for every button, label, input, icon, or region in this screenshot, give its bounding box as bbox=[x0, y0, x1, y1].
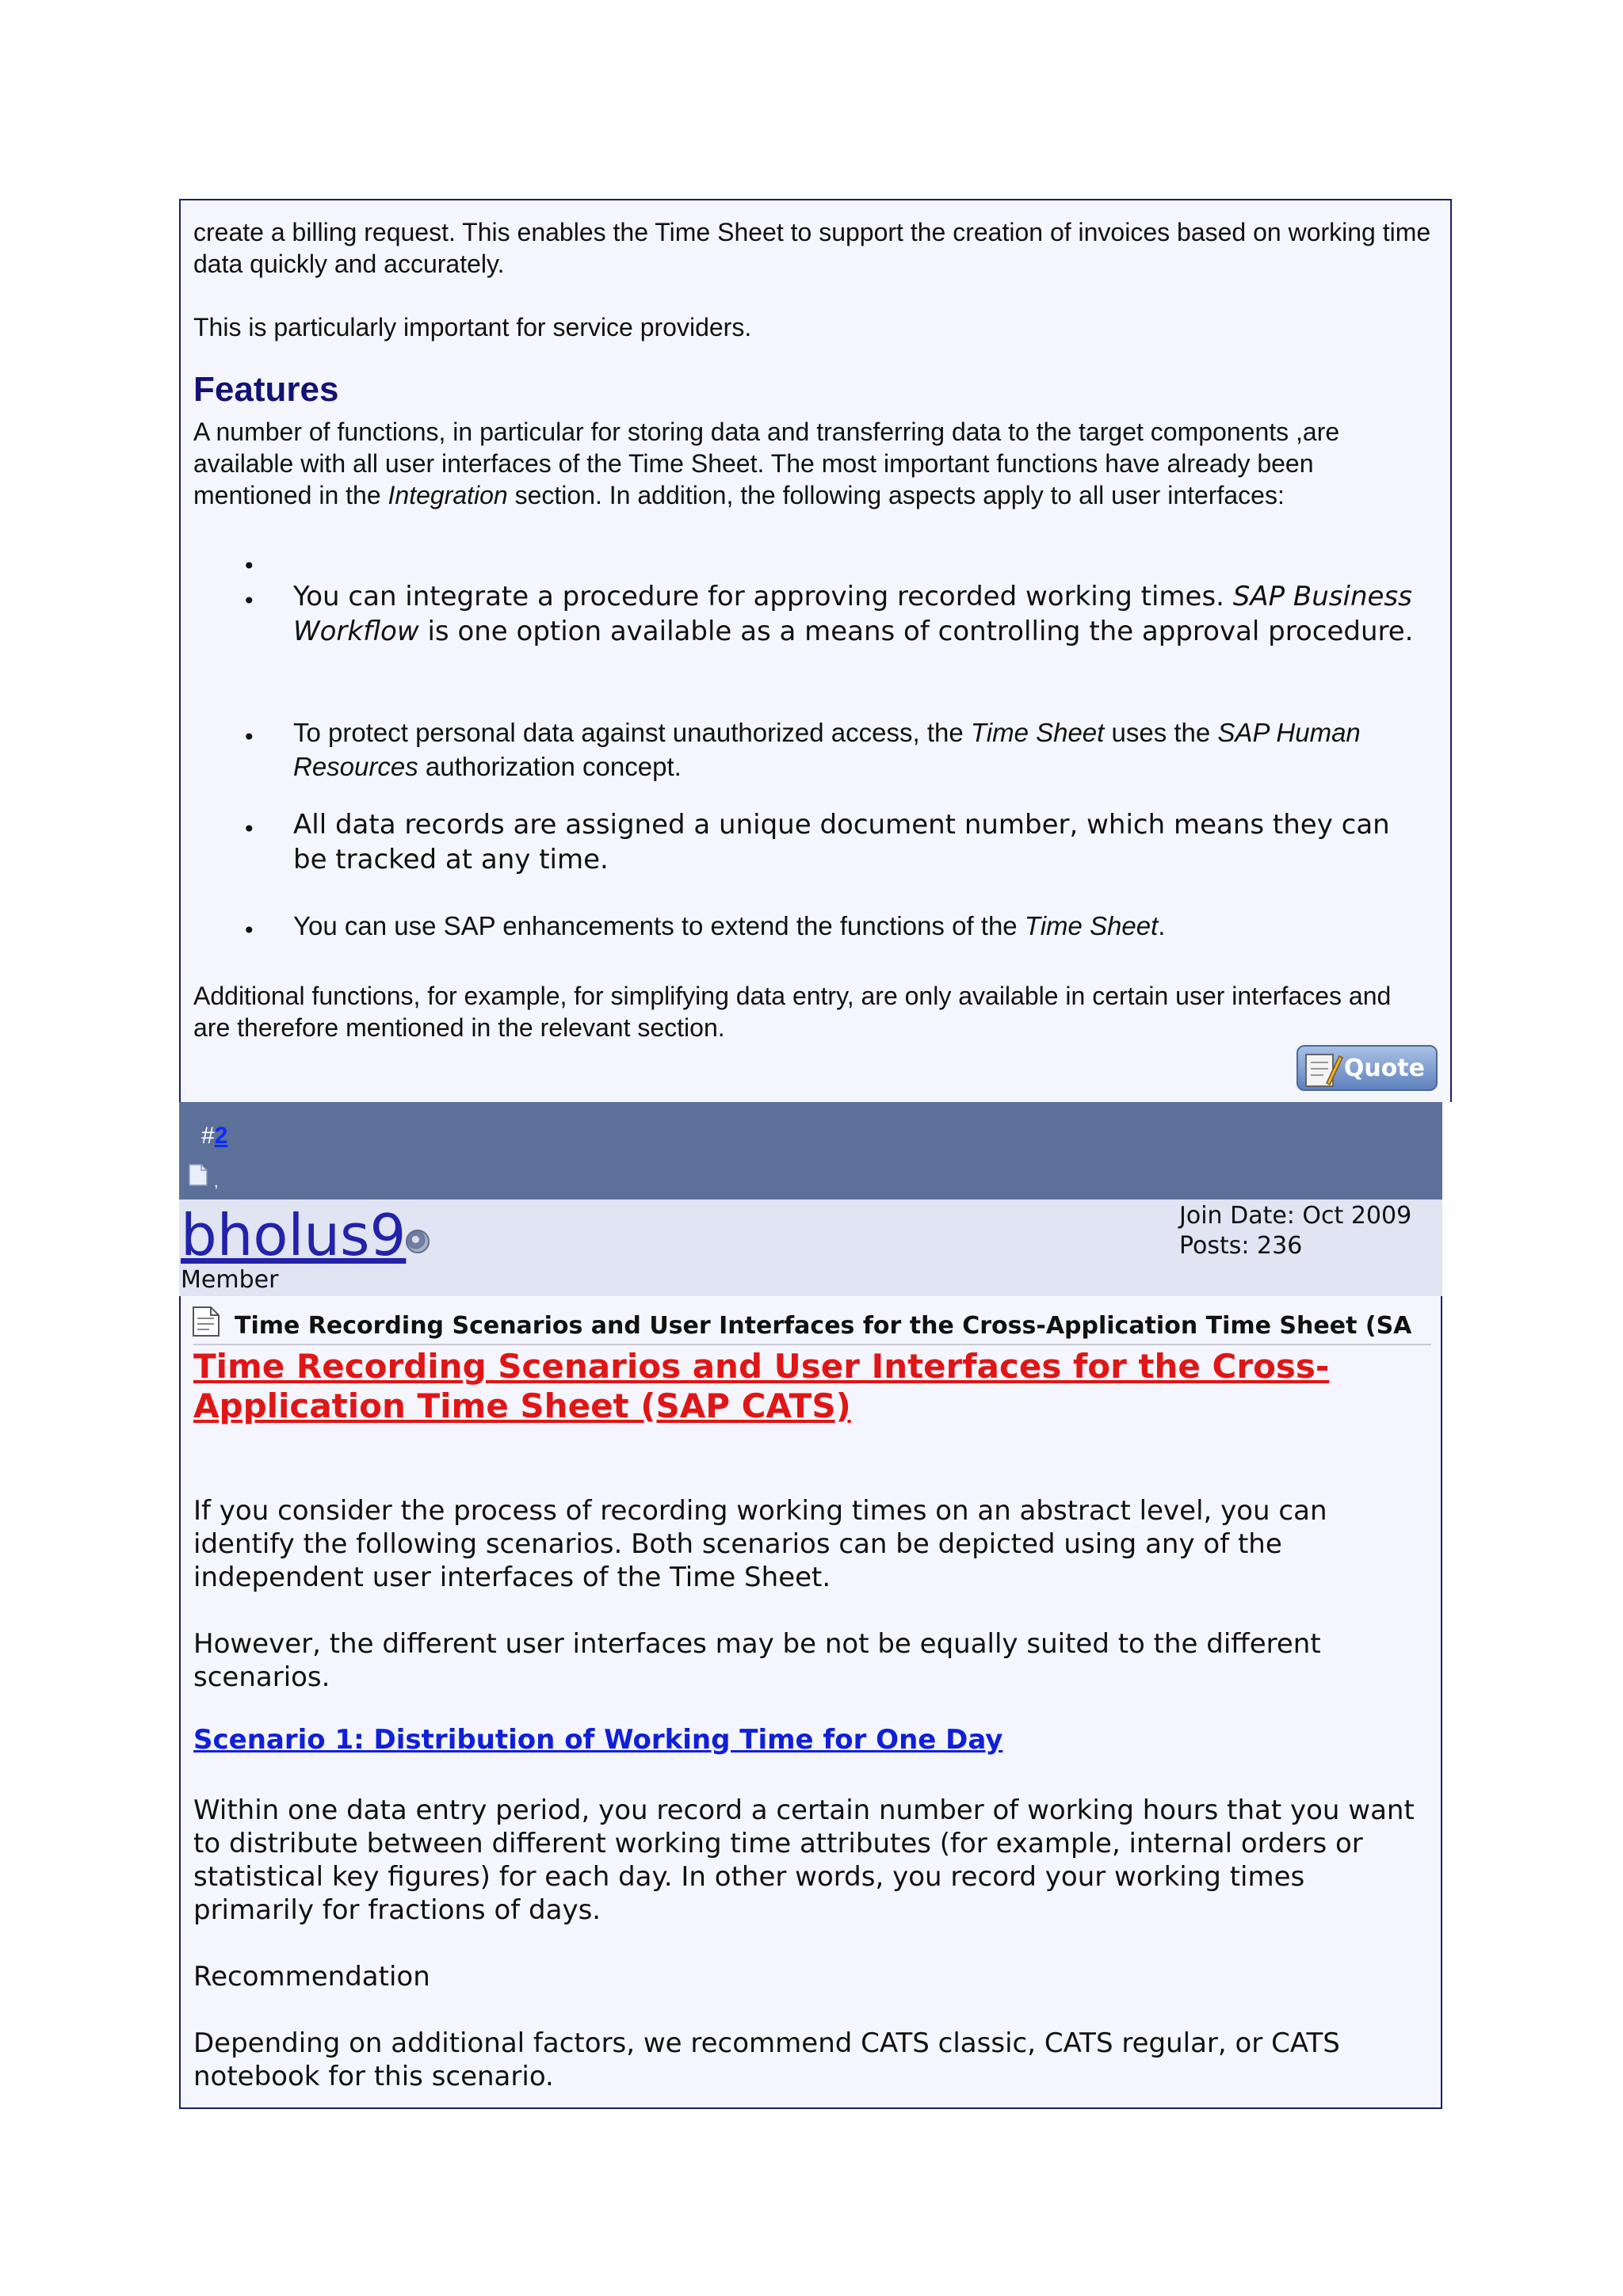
recommendation-paragraph: Depending on additional factors, we recommend CATS classic, CATS regular, or CATS notebook for this scenario. bbox=[193, 2027, 1340, 2092]
quote-button[interactable] bbox=[1296, 1045, 1438, 1091]
join-date: Join Date: Oct 2009 bbox=[1179, 1202, 1412, 1230]
bullet-enhancements-text: You can use SAP enhancements to extend the functions of the Time Sheet. bbox=[293, 911, 1166, 940]
recommendation-label: Recommendation bbox=[193, 1961, 430, 1993]
user-title: Member bbox=[181, 1266, 279, 1294]
bullet-1: • bbox=[242, 588, 256, 614]
additional-functions-paragraph: Additional functions, for example, for simplifying data entry, are only available in certain user interfaces and are therefore mentioned in the relevant section. bbox=[193, 982, 1392, 1042]
intro-paragraph: create a billing request. This enables the Time Sheet to support the creation of invoices based on working time data quickly and accurately. bbox=[193, 218, 1431, 278]
post-title: Time Recording Scenarios and User Interfaces for the Cross-Application Time Sheet (SA bbox=[235, 1312, 1412, 1340]
title-divider bbox=[193, 1344, 1431, 1345]
service-paragraph: This is particularly important for service providers. bbox=[193, 313, 752, 341]
user-info-bar bbox=[179, 1199, 1442, 1296]
suitability-paragraph: However, the different user interfaces may be not be equally suited to the different scenarios. bbox=[193, 1628, 1321, 1693]
post-number: #2 bbox=[201, 1123, 228, 1149]
post-title-icon bbox=[192, 1306, 220, 1337]
bullet-3: • bbox=[242, 816, 256, 842]
quote-label: Quote bbox=[1343, 1054, 1425, 1082]
post-number-link[interactable]: 2 bbox=[214, 1123, 228, 1149]
bullet-authorization-text: To protect personal data against unauthorized access, the Time Sheet uses the SAP Human Resources authorization concept. bbox=[293, 718, 1361, 781]
bullet-empty: • bbox=[242, 553, 256, 579]
scenarios-intro-paragraph: If you consider the process of recording working times on an abstract level, you can identify the following scenarios. Both scenarios can be depicted using any of the independent user interfaces of the Time Sheet. bbox=[193, 1495, 1327, 1593]
bullet-approval-text: You can integrate a procedure for approving recorded working times. SAP Business Workflow is one option available as a means of controlling the approval procedure. bbox=[293, 581, 1414, 647]
integration-emphasis: Integration bbox=[388, 481, 508, 509]
features-paragraph: A number of functions, in particular for storing data and transferring data to the target components ,are available with all user interfaces of the Time Sheet. The most important functions have already been mentioned in the Integration section. In addition, the following aspects apply to all user interfaces: bbox=[193, 418, 1340, 509]
bullet-2: • bbox=[242, 724, 256, 750]
post-1-body bbox=[179, 199, 1452, 1102]
post-2-body bbox=[179, 1296, 1442, 2109]
scenario-1-paragraph: Within one data entry period, you record a certain number of working hours that you want to distribute between different working time attributes (for example, internal orders or statistical key figures) for each day. In other words, you record your working times primarily for fractions of days. bbox=[193, 1794, 1415, 1926]
scenario-1-link[interactable]: Scenario 1: Distribution of Working Time for One Day bbox=[193, 1724, 1003, 1756]
post-document-icon bbox=[189, 1164, 208, 1186]
offline-status-icon bbox=[406, 1230, 430, 1253]
header-comma: , bbox=[214, 1173, 219, 1191]
bullet-document-number-text: All data records are assigned a unique document number, which means they can be tracked at any time. bbox=[293, 809, 1390, 875]
features-heading: Features bbox=[193, 370, 339, 409]
username-link[interactable]: bholus9 bbox=[181, 1202, 407, 1268]
quote-pencil-icon bbox=[1303, 1048, 1344, 1089]
post-2-header-bar bbox=[179, 1102, 1442, 1199]
bullet-4: • bbox=[242, 917, 256, 944]
post-count: Posts: 236 bbox=[1179, 1232, 1303, 1260]
article-title-link[interactable]: Time Recording Scenarios and User Interfaces for the Cross-Application Time Sheet (SAP CATS) bbox=[193, 1347, 1330, 1425]
user-stats bbox=[1179, 1201, 1411, 1261]
